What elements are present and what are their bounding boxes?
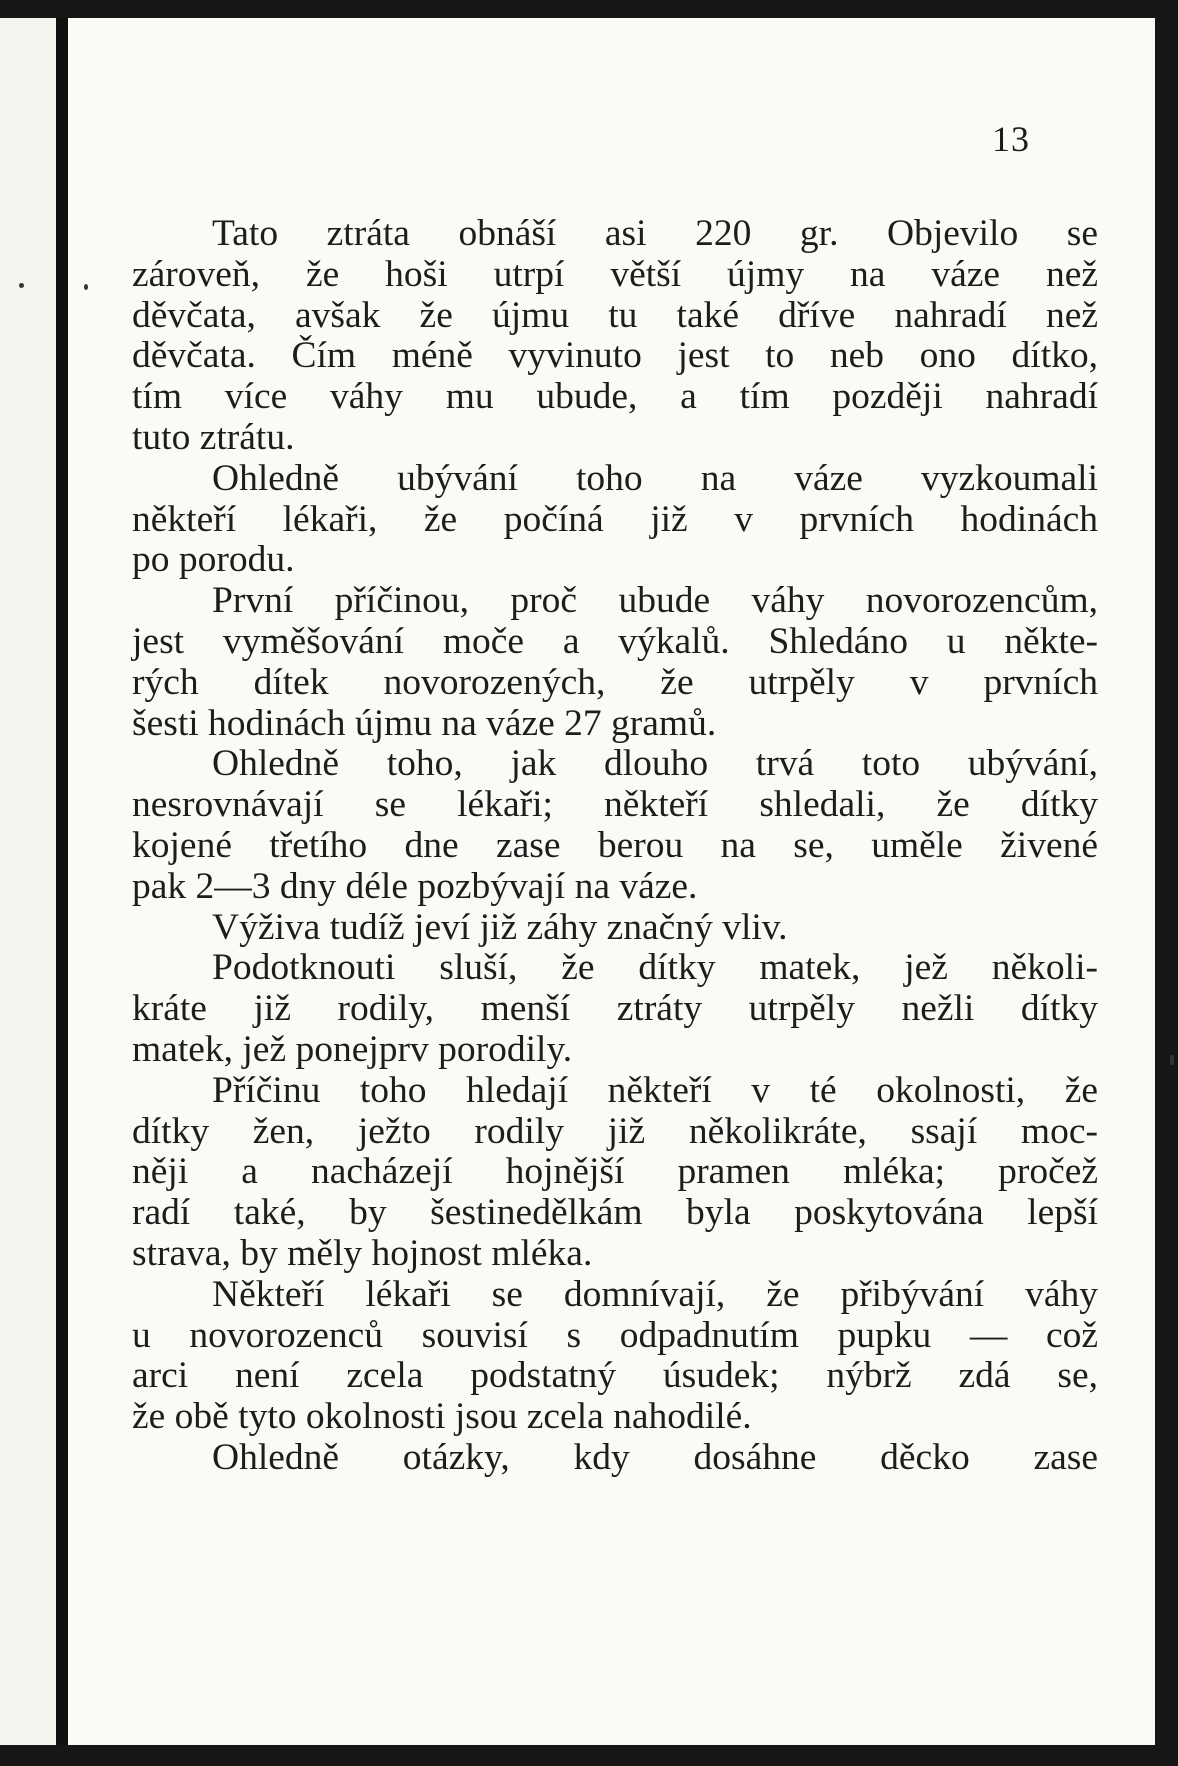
text-line: kráte již rodily, menší ztráty utrpěly nežli dítky [132, 988, 1098, 1030]
text-line: rých dítek novorozených, že utrpěly v prvních [132, 661, 1098, 703]
book-page [68, 18, 1155, 1745]
text-line: Příčinu toho hledají někteří v té okolnosti, že [212, 1069, 1098, 1111]
scan-speck [84, 284, 88, 290]
text-line: u novorozenců souvisí s odpadnutím pupku — což [132, 1314, 1098, 1356]
page-number: 13 [992, 119, 1030, 159]
page-gutter [0, 18, 56, 1745]
text-line: pak 2—3 dny déle pozbývají na váze. [132, 865, 698, 907]
text-line: děvčata, avšak že újmu tu také dříve nahradí než [132, 294, 1098, 336]
text-line: nesrovnávají se lékaři; někteří shledali, že dítky [132, 784, 1098, 826]
text-line: děvčata. Čím méně vyvinuto jest to neb ono dítko, [132, 335, 1098, 377]
text-line: jest vyměšování moče a výkalů. Shledáno u někte- [132, 620, 1098, 662]
text-line: šesti hodinách újmu na váze 27 gramů. [132, 702, 717, 744]
text-line: Ohledně toho, jak dlouho trvá toto ubývání, [212, 743, 1098, 785]
text-line: tuto ztrátu. [132, 416, 295, 458]
text-line: radí také, by šestinedělkám byla poskytována lepší [132, 1192, 1098, 1234]
text-line: matek, jež ponejprv porodily. [132, 1028, 573, 1070]
binding-shadow [56, 18, 68, 1745]
text-line: arci není zcela podstatný úsudek; nýbrž zdá se, [132, 1355, 1098, 1397]
text-line: Ohledně otázky, kdy dosáhne děcko zase [212, 1436, 1098, 1478]
text-line: Tato ztráta obnáší asi 220 gr. Objevilo se [212, 213, 1098, 254]
text-line: tím více váhy mu ubude, a tím později nahradí [132, 376, 1098, 418]
text-line: zároveň, že hoši utrpí větší újmy na váze než [132, 253, 1098, 295]
text-line: První příčinou, proč ubude váhy novorozencům, [212, 580, 1098, 622]
text-line: Podotknouti sluší, že dítky matek, jež několi- [212, 947, 1098, 989]
text-line: po porodu. [132, 539, 295, 581]
scan-speck [19, 283, 24, 288]
text-line: něji a nacházejí hojnější pramen mléka; pročež [132, 1151, 1098, 1193]
text-line: že obě tyto okolnosti jsou zcela nahodilé. [132, 1396, 752, 1438]
text-line: kojené třetího dne zase berou na se, uměle živené [132, 824, 1098, 866]
text-line: Někteří lékaři se domnívají, že přibývání váhy [212, 1273, 1098, 1315]
text-line: dítky žen, ježto rodily již několikráte, ssají moc- [132, 1110, 1098, 1152]
text-line: strava, by měly hojnost mléka. [132, 1232, 593, 1274]
scan-speck [1170, 1055, 1174, 1065]
body-text [132, 214, 1098, 1479]
text-line: Ohledně ubývání toho na váze vyzkoumali [212, 457, 1098, 499]
text-line: někteří lékaři, že počíná již v prvních hodinách [132, 498, 1098, 540]
text-line: Výživa tudíž jeví již záhy značný vliv. [212, 906, 788, 948]
